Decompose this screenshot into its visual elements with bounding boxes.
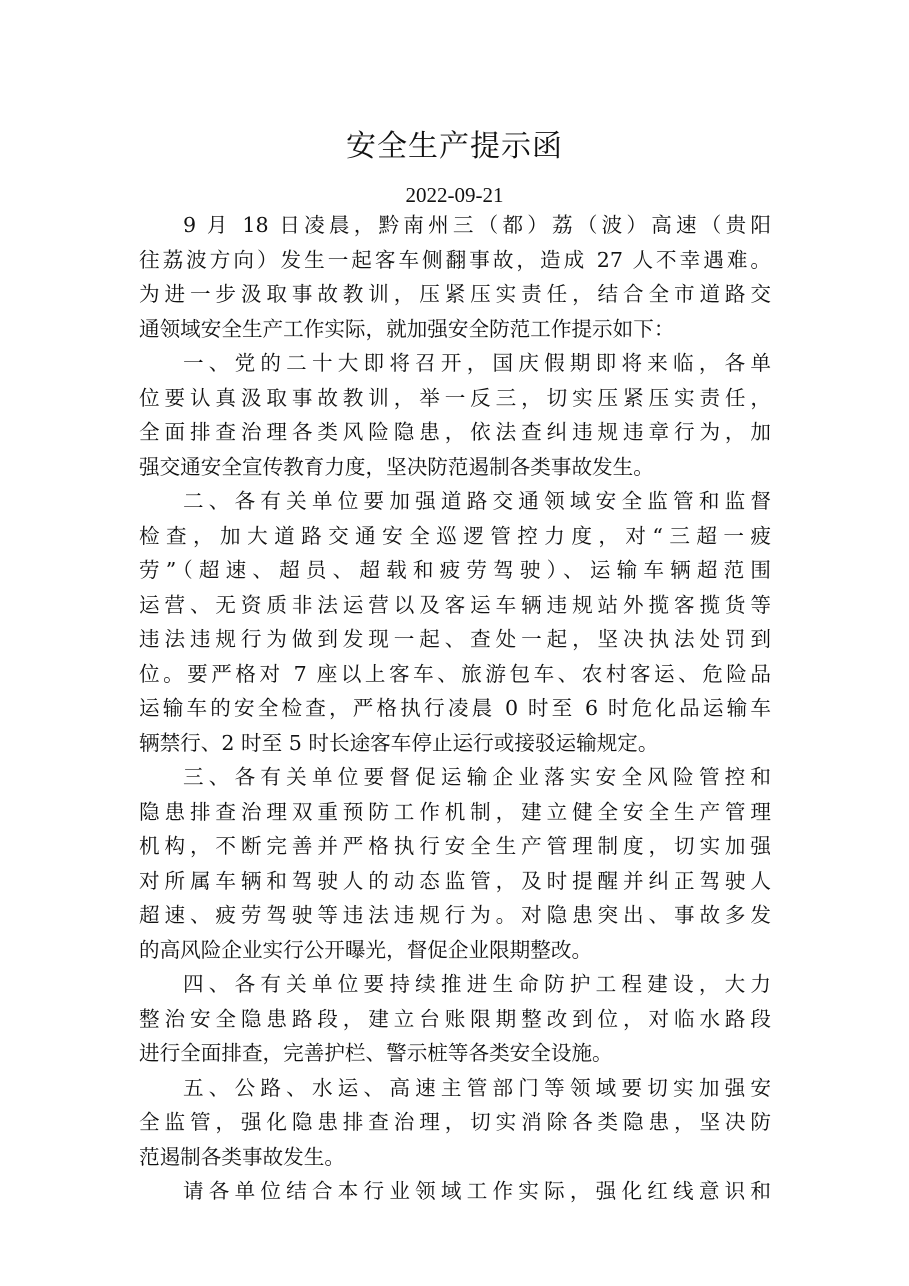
document-body (139, 208, 771, 1209)
paragraph-line: 往荔波方向）发生一起客车侧翻事故，造成 27 人不幸遇难。 (139, 247, 771, 272)
paragraph-line: 四、各有关单位要持续推进生命防护工程建设，大力 (183, 972, 771, 996)
paragraph-line: 劳”（超速、超员、超载和疲劳驾驶）、运输车辆超范围 (139, 558, 771, 582)
paragraph-line: 运营、无资质非法运营以及客运车辆违规站外揽客揽货等 (139, 592, 771, 617)
paragraph-line: 隐患排查治理双重预防工作机制，建立健全安全生产管理 (139, 799, 771, 824)
paragraph-line: 请各单位结合本行业领域工作实际，强化红线意识和 (183, 1179, 771, 1203)
paragraph-line: 检查，加大道路交通安全巡逻管控力度，对“三超一疲 (139, 523, 771, 548)
paragraph-line: 为进一步汲取事故教训，压紧压实责任，结合全市道路交 (139, 282, 771, 306)
paragraph-line: 超速、疲劳驾驶等违法违规行为。对隐患突出、事故多发 (139, 903, 771, 927)
paragraph-line: 对所属车辆和驾驶人的动态监管，及时提醒并纠正驾驶人 (139, 868, 771, 893)
paragraph-line: 五、公路、水运、高速主管部门等领域要切实加强安 (183, 1075, 771, 1100)
paragraph-line: 强交通安全宣传教育力度，坚决防范遏制各类事故发生。 (139, 454, 654, 479)
paragraph-line: 二、各有关单位要加强道路交通领域安全监管和监督 (183, 489, 771, 513)
paragraph-line: 辆禁行、2 时至 5 时长途客车停止运行或接驳运输规定。 (139, 730, 659, 755)
paragraph-line: 全面排查治理各类风险隐患，依法查纠违规违章行为，加 (139, 420, 771, 444)
paragraph-line: 通领域安全生产工作实际，就加强安全防范工作提示如下： (139, 316, 675, 341)
paragraph-line: 机构，不断完善并严格执行安全生产管理制度，切实加强 (139, 834, 771, 858)
paragraph-line: 违法违规行为做到发现一起、查处一起，坚决执法处罚到 (139, 627, 771, 651)
paragraph-line: 全监管，强化隐患排查治理，切实消除各类隐患，坚决防 (139, 1110, 771, 1134)
paragraph-line: 范遏制各类事故发生。 (139, 1144, 345, 1169)
paragraph-line: 位要认真汲取事故教训，举一反三，切实压紧压实责任， (139, 385, 771, 410)
document-date: 2022-09-21 (405, 183, 504, 207)
paragraph-line: 运输车的安全检查，严格执行凌晨 0 时至 6 时危化品运输车 (139, 696, 771, 720)
paragraph-line: 进行全面排查，完善护栏、警示桩等各类安全设施。 (139, 1041, 613, 1065)
paragraph-line: 三、各有关单位要督促运输企业落实安全风险管控和 (183, 765, 771, 789)
document-title: 安全生产提示函 (346, 129, 563, 164)
paragraph-line: 的高风险企业实行公开曝光，督促企业限期整改。 (139, 937, 593, 962)
paragraph-line: 位。要严格对 7 座以上客车、旅游包车、农村客运、危险品 (139, 661, 771, 686)
paragraph-line: 整治安全隐患路段，建立台账限期整改到位，对临水路段 (139, 1006, 771, 1031)
paragraph-line: 一、党的二十大即将召开，国庆假期即将来临，各单 (183, 351, 771, 375)
paragraph-line: 9 月 18 日凌晨，黔南州三（都）荔（波）高速（贵阳 (183, 213, 771, 237)
